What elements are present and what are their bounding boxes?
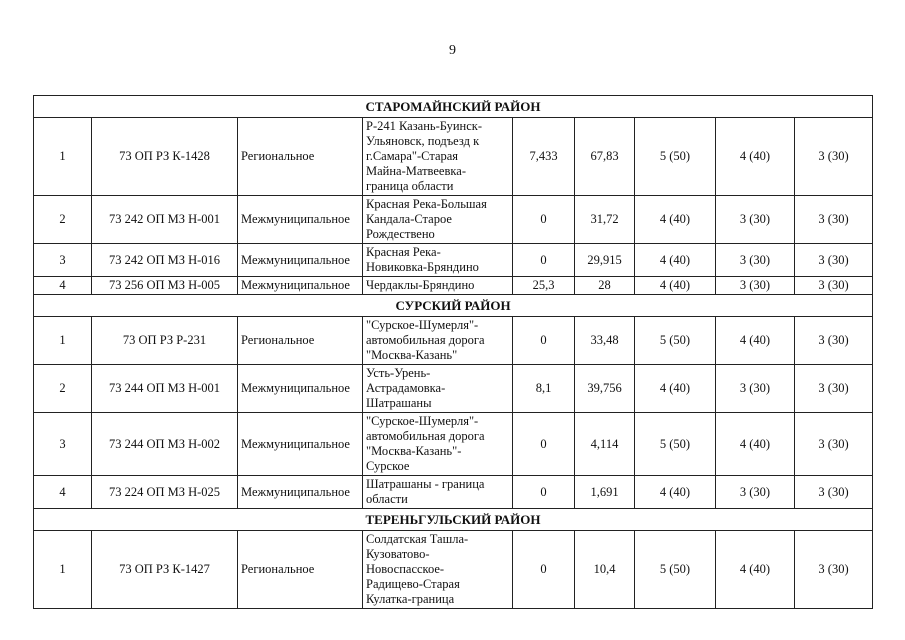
- length-km-cell: 28: [575, 277, 635, 295]
- road-route-cell: [363, 277, 513, 295]
- district-header-row: [34, 295, 873, 317]
- route-line: "Сурское-Шумерля"-: [366, 414, 479, 428]
- rating-3-cell: 3 (30): [795, 365, 873, 413]
- road-code-cell: 73 242 ОП МЗ Н-016: [92, 244, 238, 277]
- row-number-cell: 4: [34, 277, 92, 295]
- district-header-row: [34, 509, 873, 531]
- row-number-cell: 3: [34, 244, 92, 277]
- table-body: [34, 96, 873, 609]
- road-type-cell: Межмуниципальное: [238, 476, 363, 509]
- district-title: СУРСКИЙ РАЙОН: [34, 295, 873, 317]
- table-row: [34, 118, 873, 196]
- route-line: Солдатская Ташла-: [366, 532, 469, 546]
- road-route-cell: [363, 196, 513, 244]
- rating-1-cell: 4 (40): [635, 196, 716, 244]
- row-number-cell: 1: [34, 118, 92, 196]
- route-line: Радищево-Старая: [366, 577, 460, 591]
- length-km-cell: 31,72: [575, 196, 635, 244]
- route-line: Кулатка-граница: [366, 592, 455, 606]
- rating-1-cell: 4 (40): [635, 277, 716, 295]
- route-line: Р-241 Казань-Буинск-: [366, 119, 483, 133]
- route-line: автомобильная дорога: [366, 333, 485, 347]
- road-type-cell: Межмуниципальное: [238, 413, 363, 476]
- rating-1-cell: 5 (50): [635, 531, 716, 609]
- route-line: Шатрашаны: [366, 396, 432, 410]
- road-route-cell: [363, 413, 513, 476]
- road-code-cell: 73 256 ОП МЗ Н-005: [92, 277, 238, 295]
- rating-2-cell: 4 (40): [716, 118, 795, 196]
- road-route-cell: [363, 118, 513, 196]
- rating-3-cell: 3 (30): [795, 531, 873, 609]
- length-km-cell: 1,691: [575, 476, 635, 509]
- district-title: ТЕРЕНЬГУЛЬСКИЙ РАЙОН: [34, 509, 873, 531]
- rating-3-cell: 3 (30): [795, 196, 873, 244]
- route-line: Майна-Матвеевка-: [366, 164, 466, 178]
- road-code-cell: 73 242 ОП МЗ Н-001: [92, 196, 238, 244]
- rating-2-cell: 3 (30): [716, 277, 795, 295]
- start-km-cell: 0: [513, 476, 575, 509]
- start-km-cell: 0: [513, 244, 575, 277]
- route-line: "Москва-Казань"-: [366, 444, 462, 458]
- rating-3-cell: 3 (30): [795, 244, 873, 277]
- rating-3-cell: 3 (30): [795, 277, 873, 295]
- table-row: [34, 317, 873, 365]
- route-line: "Сурское-Шумерля"-: [366, 318, 479, 332]
- route-line: Кандала-Старое: [366, 212, 452, 226]
- route-line: граница области: [366, 179, 454, 193]
- district-title: СТАРОМАЙНСКИЙ РАЙОН: [34, 96, 873, 118]
- route-line: Красная Река-: [366, 245, 441, 259]
- rating-3-cell: 3 (30): [795, 317, 873, 365]
- rating-1-cell: 4 (40): [635, 365, 716, 413]
- rating-2-cell: 3 (30): [716, 476, 795, 509]
- start-km-cell: 0: [513, 317, 575, 365]
- route-line: Сурское: [366, 459, 410, 473]
- rating-2-cell: 3 (30): [716, 196, 795, 244]
- road-type-cell: Региональное: [238, 531, 363, 609]
- start-km-cell: 25,3: [513, 277, 575, 295]
- start-km-cell: 7,433: [513, 118, 575, 196]
- route-line: Ульяновск, подъезд к: [366, 134, 480, 148]
- road-route-cell: [363, 531, 513, 609]
- rating-1-cell: 5 (50): [635, 317, 716, 365]
- district-header-row: [34, 96, 873, 118]
- row-number-cell: 1: [34, 317, 92, 365]
- road-type-cell: Межмуниципальное: [238, 365, 363, 413]
- table-row: [34, 196, 873, 244]
- length-km-cell: 39,756: [575, 365, 635, 413]
- route-line: "Москва-Казань": [366, 348, 458, 362]
- rating-2-cell: 4 (40): [716, 413, 795, 476]
- row-number-cell: 2: [34, 196, 92, 244]
- length-km-cell: 29,915: [575, 244, 635, 277]
- roads-table: [33, 95, 873, 609]
- rating-2-cell: 3 (30): [716, 365, 795, 413]
- road-route-cell: [363, 317, 513, 365]
- route-line: г.Самара"-Старая: [366, 149, 459, 163]
- row-number-cell: 2: [34, 365, 92, 413]
- length-km-cell: 10,4: [575, 531, 635, 609]
- rating-1-cell: 5 (50): [635, 118, 716, 196]
- row-number-cell: 3: [34, 413, 92, 476]
- row-number-cell: 4: [34, 476, 92, 509]
- road-code-cell: 73 ОП РЗ К-1427: [92, 531, 238, 609]
- road-code-cell: 73 244 ОП МЗ Н-001: [92, 365, 238, 413]
- road-type-cell: Региональное: [238, 118, 363, 196]
- rating-3-cell: 3 (30): [795, 476, 873, 509]
- route-line: Новоспасское-: [366, 562, 445, 576]
- row-number-cell: 1: [34, 531, 92, 609]
- route-line: области: [366, 492, 408, 506]
- start-km-cell: 8,1: [513, 365, 575, 413]
- road-type-cell: Межмуниципальное: [238, 196, 363, 244]
- start-km-cell: 0: [513, 413, 575, 476]
- length-km-cell: 33,48: [575, 317, 635, 365]
- road-type-cell: Межмуниципальное: [238, 244, 363, 277]
- route-line: Усть-Урень-: [366, 366, 431, 380]
- route-line: автомобильная дорога: [366, 429, 485, 443]
- route-line: Кузоватово-: [366, 547, 430, 561]
- route-line: Рождествено: [366, 227, 435, 241]
- rating-2-cell: 4 (40): [716, 531, 795, 609]
- rating-1-cell: 4 (40): [635, 476, 716, 509]
- road-code-cell: 73 244 ОП МЗ Н-002: [92, 413, 238, 476]
- road-code-cell: 73 ОП РЗ Р-231: [92, 317, 238, 365]
- table-row: [34, 413, 873, 476]
- road-route-cell: [363, 244, 513, 277]
- table-row: [34, 244, 873, 277]
- route-line: Красная Река-Большая: [366, 197, 487, 211]
- road-type-cell: Межмуниципальное: [238, 277, 363, 295]
- start-km-cell: 0: [513, 531, 575, 609]
- rating-1-cell: 5 (50): [635, 413, 716, 476]
- rating-3-cell: 3 (30): [795, 118, 873, 196]
- route-line: Шатрашаны - граница: [366, 477, 485, 491]
- route-line: Чердаклы-Бряндино: [366, 278, 475, 292]
- road-route-cell: [363, 365, 513, 413]
- road-code-cell: 73 224 ОП МЗ Н-025: [92, 476, 238, 509]
- start-km-cell: 0: [513, 196, 575, 244]
- road-route-cell: [363, 476, 513, 509]
- table-row: [34, 277, 873, 295]
- route-line: Астрадамовка-: [366, 381, 446, 395]
- rating-2-cell: 3 (30): [716, 244, 795, 277]
- table-row: [34, 365, 873, 413]
- length-km-cell: 4,114: [575, 413, 635, 476]
- road-code-cell: 73 ОП РЗ К-1428: [92, 118, 238, 196]
- route-line: Новиковка-Бряндино: [366, 260, 479, 274]
- length-km-cell: 67,83: [575, 118, 635, 196]
- table-row: [34, 531, 873, 609]
- road-type-cell: Региональное: [238, 317, 363, 365]
- rating-1-cell: 4 (40): [635, 244, 716, 277]
- rating-3-cell: 3 (30): [795, 413, 873, 476]
- page-number: 9: [449, 43, 456, 58]
- table-row: [34, 476, 873, 509]
- rating-2-cell: 4 (40): [716, 317, 795, 365]
